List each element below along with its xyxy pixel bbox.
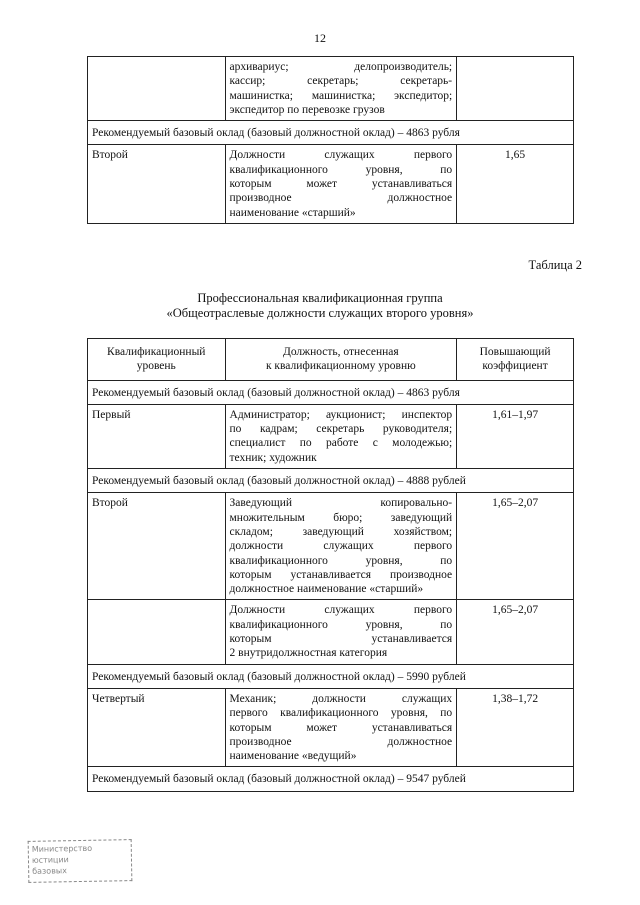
salary-text: Рекомендуемый базовый оклад (базовый должностной оклад) – 5990 рублей bbox=[88, 664, 574, 688]
coef-cell: 1,38–1,72 bbox=[457, 688, 574, 766]
header-text: к квалификационному уровню bbox=[265, 360, 416, 373]
coef-cell bbox=[457, 57, 574, 121]
positions-line: машинистка; машинистка; экспедитор; bbox=[229, 89, 453, 102]
positions-cell bbox=[225, 57, 457, 121]
coef-cell: 1,65 bbox=[457, 145, 574, 223]
positions-line: Заведующий копировально- bbox=[229, 497, 453, 510]
positions-line: квалификационного уровня, по bbox=[229, 163, 453, 176]
positions-line: квалификационного уровня, по bbox=[229, 554, 453, 567]
salary-text: Рекомендуемый базовый оклад (базовый должностной оклад) – 4863 рубля bbox=[88, 121, 574, 145]
positions-line: по кадрам; секретарь руководителя; bbox=[229, 423, 453, 436]
level-cell: Первый bbox=[88, 404, 226, 468]
positions-line: производное должностное bbox=[229, 192, 453, 205]
table-row bbox=[88, 57, 574, 121]
level-cell bbox=[88, 57, 226, 121]
table-label: Таблица 2 bbox=[528, 258, 582, 272]
positions-line: экспедитор по перевозке грузов bbox=[229, 103, 385, 116]
table-1-continuation bbox=[87, 56, 574, 224]
stamp-line: базовых bbox=[32, 866, 67, 876]
header-text: Повышающий bbox=[479, 346, 551, 358]
positions-line: которым может устанавливаться bbox=[229, 721, 453, 734]
positions-line: производное должностное bbox=[229, 735, 453, 748]
salary-row bbox=[88, 469, 574, 493]
positions-line: техник; художник bbox=[229, 451, 317, 464]
positions-cell bbox=[225, 493, 457, 600]
header-coefficient bbox=[457, 339, 574, 381]
positions-line: Механик; должности служащих bbox=[229, 692, 453, 705]
level-cell: Второй bbox=[88, 493, 226, 600]
salary-row bbox=[88, 664, 574, 688]
positions-line: Должности служащих первого bbox=[229, 604, 453, 617]
page-number: 12 bbox=[314, 31, 326, 45]
header-text: Должность, отнесенная bbox=[282, 346, 399, 358]
positions-line: множительным бюро; заведующий bbox=[229, 511, 453, 524]
positions-line: кассир; секретарь; секретарь- bbox=[229, 75, 453, 88]
level-cell: Четвертый bbox=[88, 688, 226, 766]
positions-line: которым устанавливается bbox=[229, 633, 453, 646]
salary-row bbox=[88, 380, 574, 404]
positions-line: которым может устанавливаться bbox=[229, 178, 453, 191]
group-title-line: «Общеотраслевые должности служащих второго уровня» bbox=[166, 306, 474, 320]
stamp-line: юстиции bbox=[31, 855, 69, 865]
positions-line: должности служащих первого bbox=[229, 540, 453, 553]
header-text: уровень bbox=[136, 360, 176, 373]
positions-line: Администратор; аукционист; инспектор bbox=[229, 408, 453, 421]
positions-line: которым устанавливается производное bbox=[229, 568, 453, 581]
table-row bbox=[88, 688, 574, 766]
header-text: коэффициент bbox=[482, 360, 548, 373]
table-2 bbox=[87, 338, 574, 792]
salary-text: Рекомендуемый базовый оклад (базовый должностной оклад) – 9547 рублей bbox=[88, 767, 574, 791]
positions-cell bbox=[225, 688, 457, 766]
positions-line: наименование «ведущий» bbox=[229, 750, 357, 763]
header-level bbox=[88, 339, 226, 381]
salary-text: Рекомендуемый базовый оклад (базовый должностной оклад) – 4888 рублей bbox=[88, 469, 574, 493]
header-position bbox=[225, 339, 457, 381]
positions-line: складом; заведующий хозяйством; bbox=[229, 525, 453, 538]
table-row bbox=[88, 404, 574, 468]
table-row bbox=[88, 600, 574, 664]
stamp-line: Министерство bbox=[31, 843, 93, 854]
positions-line: должностное наименование «старший» bbox=[229, 583, 424, 596]
positions-line: наименование «старший» bbox=[229, 206, 356, 219]
coef-cell: 1,65–2,07 bbox=[457, 600, 574, 664]
stamp bbox=[28, 839, 133, 883]
positions-line: специалист по работе с молодежью; bbox=[229, 437, 453, 450]
header-text: Квалификационный bbox=[107, 346, 206, 358]
salary-text: Рекомендуемый базовый оклад (базовый должностной оклад) – 4863 рубля bbox=[88, 380, 574, 404]
salary-row bbox=[88, 121, 574, 145]
positions-cell bbox=[225, 145, 457, 223]
positions-cell bbox=[225, 404, 457, 468]
coef-cell: 1,65–2,07 bbox=[457, 493, 574, 600]
positions-line: первого квалификационного уровня, по bbox=[229, 707, 453, 720]
positions-line: архивариус; делопроизводитель; bbox=[229, 61, 453, 73]
group-title bbox=[0, 291, 640, 321]
positions-line: 2 внутридолжностная категория bbox=[229, 647, 388, 660]
group-title-line: Профессиональная квалификационная группа bbox=[197, 291, 443, 305]
table-header-row bbox=[88, 339, 574, 381]
level-cell bbox=[88, 600, 226, 664]
table-row bbox=[88, 493, 574, 600]
level-cell: Второй bbox=[88, 145, 226, 223]
positions-line: квалификационного уровня, по bbox=[229, 618, 453, 631]
positions-line: Должности служащих первого bbox=[229, 149, 453, 162]
coef-cell: 1,61–1,97 bbox=[457, 404, 574, 468]
positions-cell bbox=[225, 600, 457, 664]
table-row bbox=[88, 145, 574, 223]
salary-row bbox=[88, 767, 574, 791]
